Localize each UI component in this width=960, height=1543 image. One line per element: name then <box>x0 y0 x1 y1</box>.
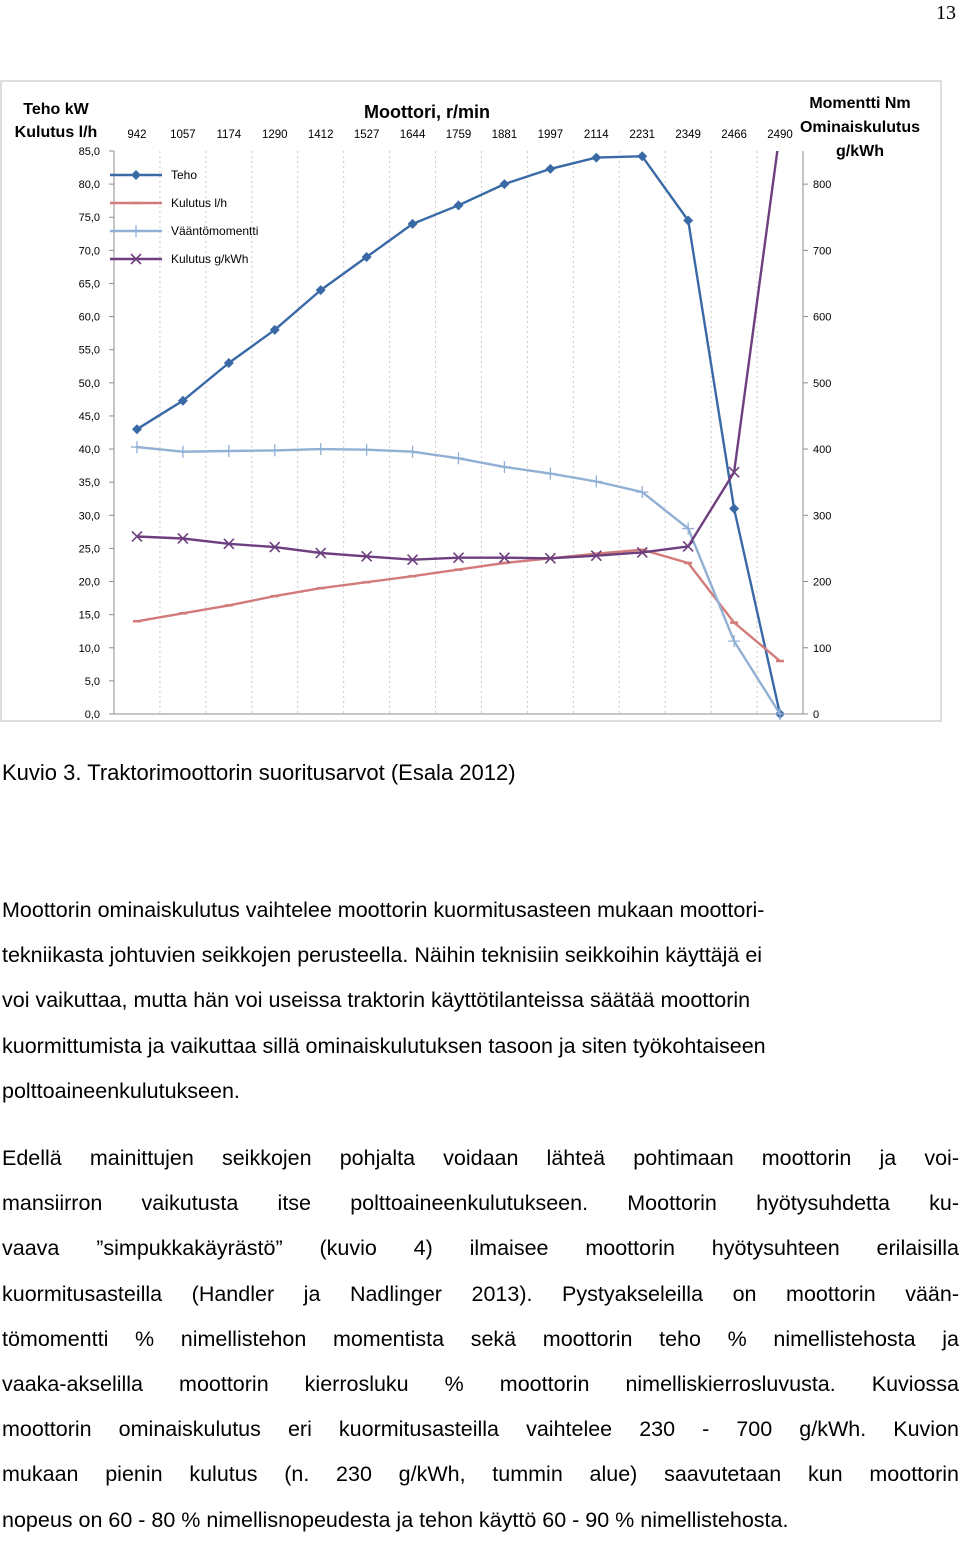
right-tick-label: 600 <box>813 311 832 324</box>
left-tick-label: 25,0 <box>78 543 100 556</box>
right-tick-label: 100 <box>813 642 832 655</box>
left-tick-label: 80,0 <box>78 179 100 192</box>
left-tick-label: 10,0 <box>78 642 100 655</box>
left-axis-title: Teho kW <box>23 101 89 118</box>
right-tick-label: 300 <box>813 510 832 523</box>
text-line: tekniikasta johtuvien seikkojen perusteella. Näihin teknisiin seikkoihin käyttäjä ei <box>2 943 763 968</box>
x-category-label: 2490 <box>767 129 793 141</box>
text-line: mukaan pienin kulutus (n. 230 g/kWh, tummin alue) saavutetaan kun moottorin <box>2 1462 959 1487</box>
right-axis-title: Momentti Nm <box>809 95 911 112</box>
legend-label: Kulutus g/kWh <box>171 252 249 266</box>
right-tick-label: 500 <box>813 377 832 390</box>
text-line: tömomentti % nimellistehon momentista sekä moottorin teho % nimellistehosta ja <box>2 1326 959 1351</box>
page-number: 13 <box>936 2 956 24</box>
left-tick-label: 5,0 <box>84 675 100 688</box>
left-tick-label: 85,0 <box>78 146 100 158</box>
left-tick-label: 30,0 <box>78 510 100 523</box>
right-tick-label: 400 <box>813 444 832 457</box>
x-category-label: 1759 <box>445 129 472 141</box>
x-category-label: 1997 <box>537 129 564 141</box>
left-tick-label: 60,0 <box>78 311 100 324</box>
chart-svg <box>0 80 944 724</box>
right-tick-label: 700 <box>813 245 832 258</box>
left-tick-label: 75,0 <box>78 212 100 225</box>
chart-title: Moottori, r/min <box>364 102 490 122</box>
legend-label: Kulutus l/h <box>171 196 228 210</box>
left-tick-label: 55,0 <box>78 344 100 357</box>
text-line: kuormittumista ja vaikuttaa sillä ominaiskulutuksen tasoon ja siten työkohtaiseen <box>2 1033 766 1058</box>
left-tick-label: 15,0 <box>78 609 100 622</box>
right-axis-title: Ominaiskulutus <box>799 119 921 136</box>
x-category-label: 1057 <box>170 129 196 141</box>
x-category-label: 1881 <box>491 129 518 141</box>
figure-caption: Kuvio 3. Traktorimoottorin suoritusarvot (Esala 2012) <box>2 760 516 785</box>
text-line: vaava ”simpukkakäyrästö” (kuvio 4) ilmaisee moottorin hyötysuhteen erilaisilla <box>2 1236 959 1261</box>
chart-frame <box>1 81 941 721</box>
left-tick-label: 20,0 <box>78 576 100 589</box>
text-line: kuormitusasteilla (Handler ja Nadlinger 2013). Pystyakseleilla on moottorin vään- <box>2 1281 959 1306</box>
left-tick-label: 45,0 <box>78 410 100 423</box>
x-category-label: 2349 <box>675 129 701 141</box>
left-tick-label: 70,0 <box>78 245 100 258</box>
text-line: voi vaikuttaa, mutta hän voi useissa traktorin käyttötilanteissa säätää moottorin <box>2 988 751 1013</box>
paragraph-2 <box>2 1136 959 1543</box>
right-tick-label: 0 <box>813 709 820 721</box>
left-tick-label: 40,0 <box>78 444 100 457</box>
x-category-label: 2231 <box>629 129 656 141</box>
x-category-label: 2114 <box>583 129 609 141</box>
text-line: polttoaineenkulutukseen. <box>2 1078 240 1103</box>
x-category-label: 1290 <box>261 129 288 141</box>
legend-label: Vääntömomentti <box>171 224 259 238</box>
x-category-label: 1412 <box>307 129 334 141</box>
text-line: vaaka-akselilla moottorin kierrosluku % moottorin nimelliskierrosluvusta. Kuviossa <box>2 1372 959 1397</box>
paragraph-1 <box>2 888 959 1114</box>
x-category-label: 942 <box>127 129 147 141</box>
legend-label: Teho <box>171 168 198 182</box>
x-category-label: 1174 <box>216 129 242 141</box>
x-category-label: 1644 <box>399 129 426 141</box>
x-category-label: 1527 <box>353 129 380 141</box>
left-axis-title: Kulutus l/h <box>14 124 98 141</box>
text-line: Edellä mainittujen seikkojen pohjalta voidaan lähteä pohtimaan moottorin ja voi- <box>2 1146 959 1170</box>
engine-performance-chart <box>0 80 944 724</box>
text-line: Moottorin ominaiskulutus vaihtelee moottorin kuormitusasteen mukaan moottori- <box>2 898 765 922</box>
left-tick-label: 0,0 <box>84 709 100 721</box>
x-category-label: 2466 <box>721 129 747 141</box>
text-line: nopeus on 60 - 80 % nimellisnopeudesta ja tehon käyttö 60 - 90 % nimellistehosta. <box>2 1507 789 1532</box>
left-tick-label: 50,0 <box>78 377 100 390</box>
left-tick-label: 65,0 <box>78 278 100 291</box>
right-tick-label: 800 <box>813 179 832 192</box>
left-tick-label: 35,0 <box>78 477 100 490</box>
right-axis-title: g/kWh <box>836 143 884 160</box>
right-tick-label: 200 <box>813 576 832 589</box>
text-line: moottorin ominaiskulutus eri kuormitusasteilla vaihtelee 230 - 700 g/kWh. Kuvion <box>2 1417 959 1442</box>
text-line: mansiirron vaikutusta itse polttoaineenkulutukseen. Moottorin hyötysuhdetta ku- <box>2 1191 959 1216</box>
